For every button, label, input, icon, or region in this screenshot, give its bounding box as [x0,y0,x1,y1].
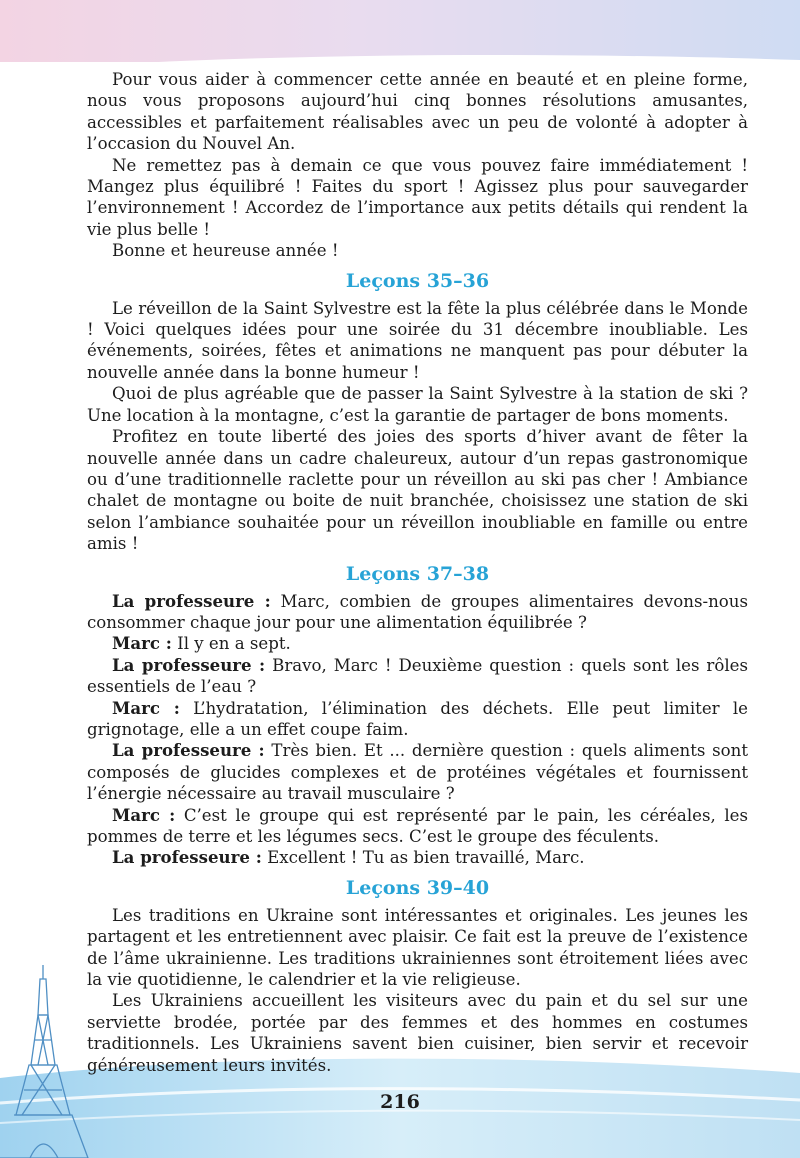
dialogue-line [87,805,748,848]
intro-paragraph: Bonne et heureuse année ! [112,241,339,261]
dialogue-line [87,698,748,741]
dialogue-speaker: La professeure : [112,847,262,868]
dialogue-line [87,740,748,804]
section3-paragraph: Les traditions en Ukraine sont intéressantes et originales. Les jeunes les partagent et les entretiennent avec plaisir. Ce fait est la preuve de l’existence de l’âme ukrainienne. Les traditions ukrainiennes sont étroitement liées avec la vie quotidienne, le calendrier et la vie religieuse. [87,905,748,990]
header-wave-decoration [0,0,800,80]
dialogue-speaker: Marc : [112,633,172,654]
dialogue-text: Excellent ! Tu as bien travaillé, Marc. [261,848,585,868]
dialogue-line [87,633,748,654]
intro-paragraph: Ne remettez pas à demain ce que vous pouvez faire immédiatement ! Mangez plus équilibré ! Faites du sport ! Agissez plus pour sauvegarder l’environnement ! Accordez de l’importance aux petits détails qui rendent la vie plus belle ! [87,155,748,239]
dialogue-text: L’hydratation, l’élimination des déchets. Elle peut limiter le grignotage, elle a un effet coupe faim. [87,698,748,739]
dialogue-speaker: Marc : [112,804,176,825]
section-heading-lecons-39-40: Leçons 39–40 [345,876,490,899]
eiffel-tower-icon [0,965,90,1158]
intro-paragraph: Pour vous aider à commencer cette année en beauté et en pleine forme, nous vous proposons aujourd’hui cinq bonnes résolutions amusantes, accessibles et parfaitement réalisables avec un peu de volonté à adopter à l’occasion du Nouvel An. [87,70,748,154]
dialogue-speaker: La professeure : [112,740,265,761]
dialogue-line [87,655,748,698]
dialogue-text: Marc, combien de groupes alimentaires devons-nous consommer chaque jour pour une alimentation équilibrée ? [87,591,748,632]
dialogue-line [87,591,748,634]
dialogue-speaker: La professeure : [112,654,266,675]
section-heading-lecons-35-36: Leçons 35–36 [345,269,490,292]
dialogue-line [87,847,748,868]
dialogue-text: C’est le groupe qui est représenté par le pain, les céréales, les pommes de terre et les légumes secs. C’est le groupe des féculents. [87,805,748,846]
section3-paragraph: Les Ukrainiens accueillent les visiteurs avec du pain et du sel sur une serviette brodée, portée par des femmes et des hommes en costumes traditionnels. Les Ukrainiens savent bien cuisiner, bien servir et recevoir généreusement leurs invités. [87,991,748,1075]
page-content [87,69,748,1076]
dialogue-speaker: La professeure : [112,590,271,611]
page-number: 216 [380,1091,420,1113]
section1-paragraph: Quoi de plus agréable que de passer la Saint Sylvestre à la station de ski ? Une location à la montagne, c’est la garantie de partager de bons moments. [87,384,748,425]
dialogue-speaker: Marc : [112,697,180,718]
section1-paragraph: Le réveillon de la Saint Sylvestre est la fête la plus célébrée dans le Monde ! Voici quelques idées pour une soirée du 31 décembre inoubliable. Les événements, soirées, fêtes et animations ne manquent pas pour débuter la nouvelle année dans la bonne humeur ! [87,298,748,382]
section1-paragraph: Profitez en toute liberté des joies des sports d’hiver avant de fêter la nouvelle année dans un cadre chaleureux, autour d’un repas gastronomique ou d’une traditionnelle raclette pour un réveillon au ski pas cher ! Ambiance chalet de montagne ou boite de nuit branchée, choisissez une station de ski selon l’ambiance souhaitée pour un réveillon inoubliable en famille ou entre amis ! [87,427,748,554]
dialogue-text: Il y en a sept. [171,634,291,654]
dialogue-text: Très bien. Et ... dernière question : quels aliments sont composés de glucides complexes et de protéines végétales et fournissent l’énergie nécessaire au travail musculaire ? [87,741,748,804]
dialogue-text: Bravo, Marc ! Deuxième question : quels sont les rôles essentiels de l’eau ? [87,655,748,697]
section-heading-lecons-37-38: Leçons 37–38 [345,562,490,585]
